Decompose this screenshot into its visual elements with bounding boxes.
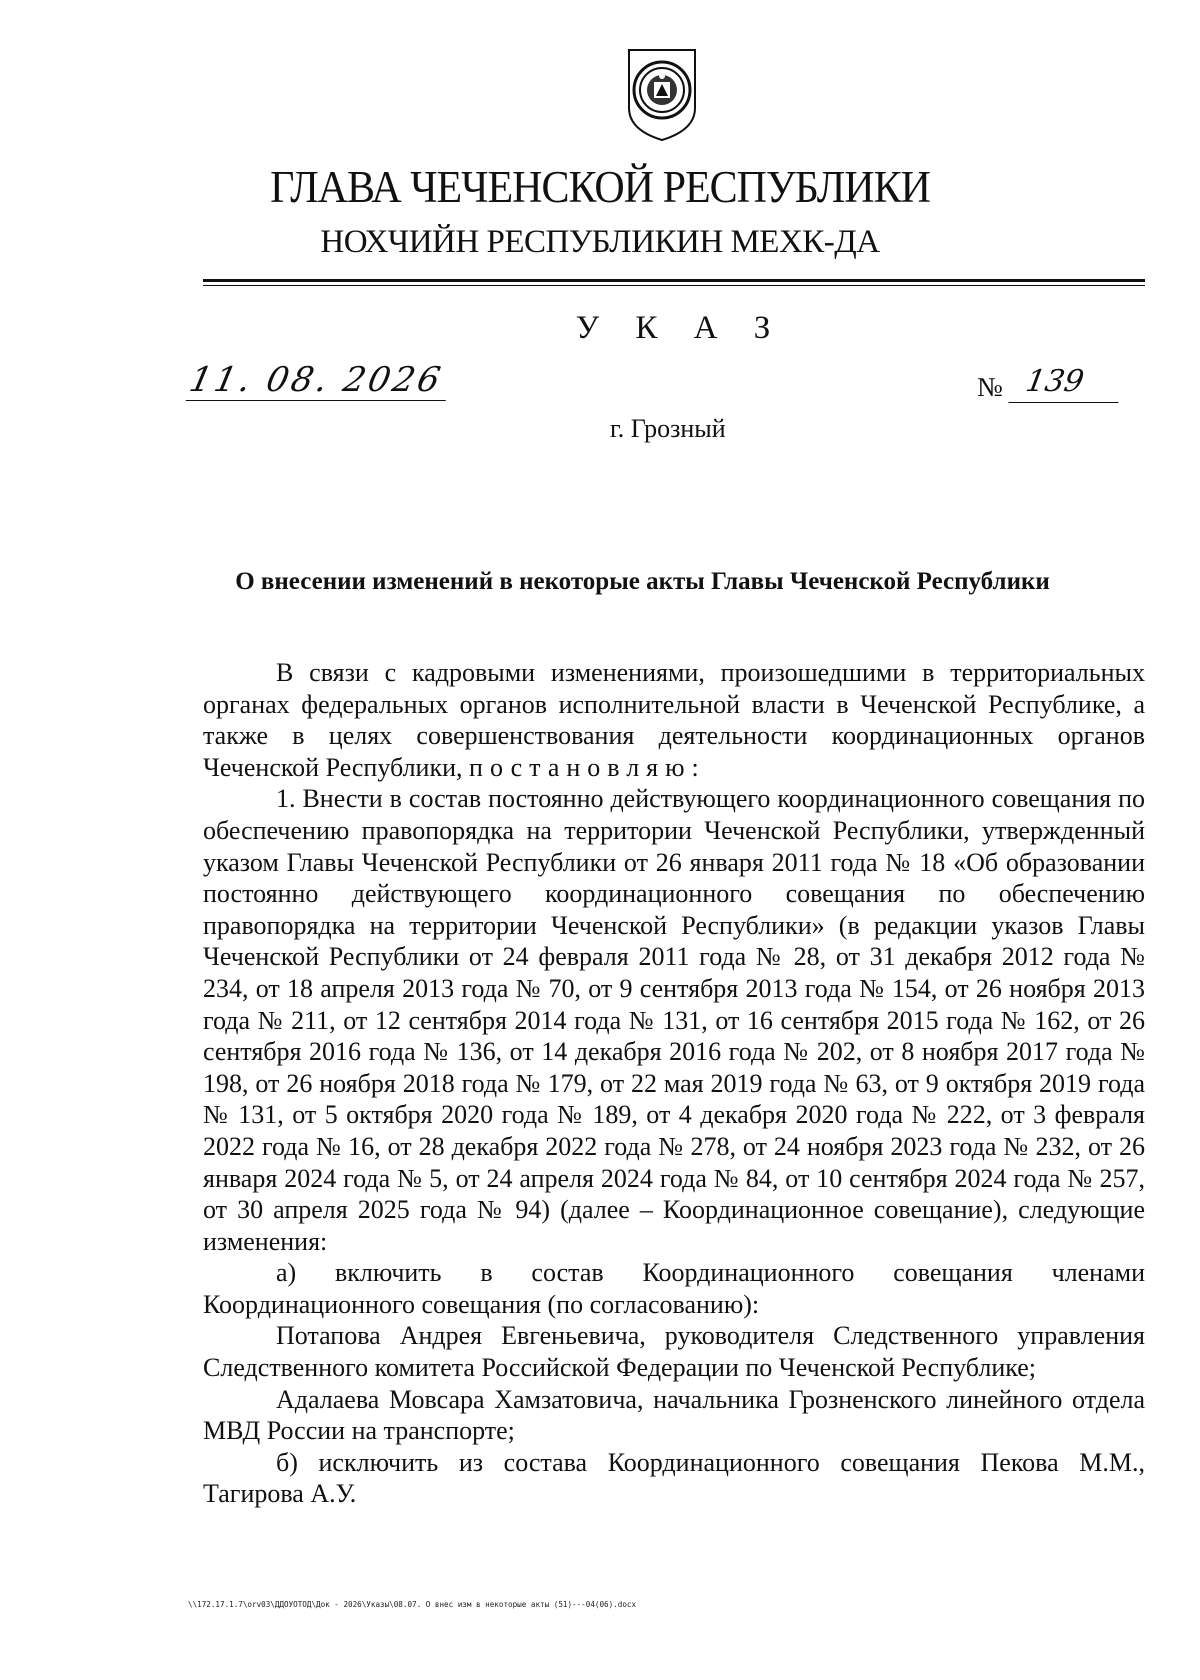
document-body [203,657,1145,1510]
decree-type: У К А З [575,310,785,346]
preamble-text: В связи с кадровыми изменениями, произошедшими в территориальных органах федеральных органов исполнительной власти в Чеченской Республике, а также в целях совершенствования деятельности координационных органов Чеченской Республики, [203,658,1145,782]
item-1b-paragraph: б) исключить из состава Координационного совещания Пекова М.М., Тагирова А.У. [203,1447,1145,1509]
header-divider-thin [203,285,1145,286]
chechen-republic-emblem-icon [623,46,701,142]
person-2-paragraph: Адалаева Мовсара Хамзатовича, начальника Грозненского линейного отдела МВД России на транспорте; [203,1384,1145,1446]
document-title: О внесении изменений в некоторые акты Главы Чеченской Республики [235,568,1050,595]
preamble-resolve: постановляю: [469,752,706,782]
decree-number-label: № [977,372,1003,402]
preamble-paragraph [203,657,1145,783]
decree-city: г. Грозный [610,414,726,443]
footer-file-path: \\172.17.1.7\orv03\ДДОУОТОД\Док - 2026\Указы\08.07. О внес изм в некоторые акты (51)---04(06).docx [188,1600,637,1609]
person-1-paragraph: Потапова Андрея Евгеньевича, руководителя Следственного управления Следственного комитета Российской Федерации по Чеченской Республике; [203,1321,1145,1383]
head-title-chechen: НОХЧИЙН РЕСПУБЛИКИН МЕХК-ДА [320,224,880,260]
item-1a-paragraph: а) включить в состав Координационного совещания членами Координационного совещания (по согласованию): [203,1258,1145,1319]
head-title-russian: ГЛАВА ЧЕЧЕНСКОЙ РЕСПУБЛИКИ [270,163,930,213]
decree-date: 11. 08. 2026 [186,360,455,401]
decree-number: 139 [1008,362,1125,403]
item-1-paragraph: 1. Внести в состав постоянно действующего координационного совещания по обеспечению правопорядка на территории Чеченской Республики, утвержденный указом Главы Чеченской Республики от 26 января 2011 года № 18 «Об образовании постоянно действующего координационного совещания по обеспечению правопорядка на территории Чеченской Республики» (в редакции указов Главы Чеченской Республики от 24 февраля 2011 года № 28, от 31 декабря 2012 года № 234, от 18 апреля 2013 года № 70, от 9 сентября 2013 года № 154, от 26 ноября 2013 года № 211, от 12 сентября 2014 года № 131, от 16 сентября 2015 года № 162, от 26 сентября 2016 года № 136, от 14 декабря 2016 года № 202, от 8 ноября 2017 года № 198, от 26 ноября 2018 года № 179, от 22 мая 2019 года № 63, от 9 октября 2019 года № 131, от 5 октября 2020 года № 189, от 4 декабря 2020 года № 222, от 3 февраля 2022 года № 16, от 28 декабря 2022 года № 278, от 24 ноября 2023 года № 232, от 26 января 2024 года № 5, от 24 апреля 2024 года № 84, от 10 сентября 2024 года № 257, от 30 апреля 2025 года № 94) (далее – Координационное совещание), следующие изменения: [203,784,1145,1256]
header-divider-thick [203,279,1145,282]
